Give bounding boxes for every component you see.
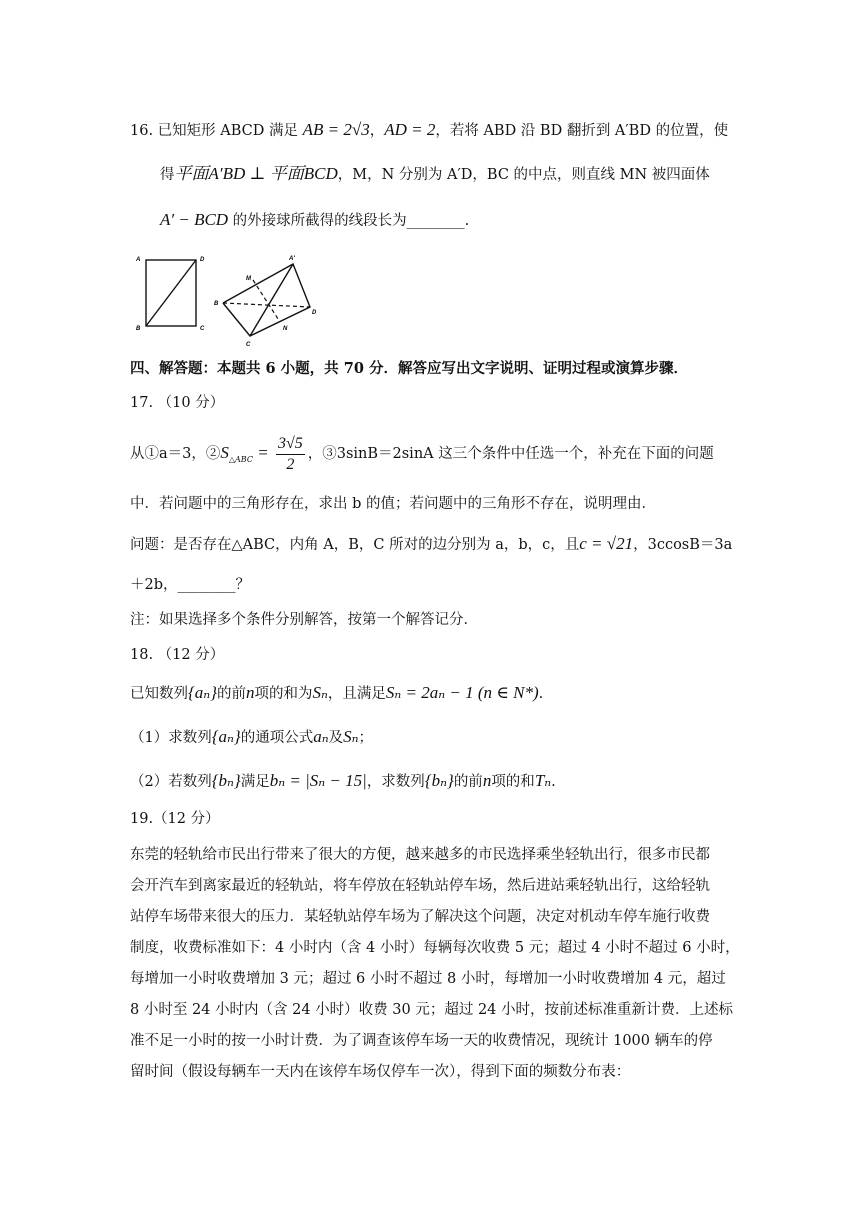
math-bn-formula: bₙ = |Sₙ − 15| bbox=[269, 771, 367, 790]
q19-line: 制度，收费标准如下：4 小时内（含 4 小时）每辆每次收费 5 元；超过 4 小时不超过 6 小时， bbox=[130, 940, 740, 956]
segment-mn bbox=[253, 280, 280, 322]
q17-head: 17. （10 分） bbox=[130, 395, 225, 411]
label-a-prime: A′ bbox=[289, 256, 295, 262]
q19-head: 19.（12 分） bbox=[130, 811, 220, 827]
fraction-3root5-over-2: $\frac{3√5}{2}$ bbox=[277, 434, 303, 473]
q19-line: 每增加一小时收费增加 3 元；超过 6 小时不超过 8 小时，每增加一小时收费增加 4 元，超过 bbox=[130, 971, 726, 987]
q18-head: 18. （12 分） bbox=[130, 647, 225, 663]
math-s-sub: △ABC bbox=[228, 454, 253, 464]
q19-line: 会开汽车到离家最近的轻轨站，将车停放在轻轨站停车场，然后进站乘轻轨出行，这给轻轨 bbox=[130, 878, 710, 894]
math-ad: AD = 2 bbox=[384, 120, 436, 139]
q16-figure bbox=[128, 250, 338, 350]
q19-line: 站停车场带来很大的压力．某轻轨站停车场为了解决这个问题，决定对机动车停车施行收费 bbox=[130, 909, 710, 925]
q17-line-3: 问题：是否存在△ABC，内角 A，B，C 所对的边分别为 a，b，c，且c = √21，3ccosB＝3a bbox=[130, 534, 733, 553]
q17-line-2: 中．若问题中的三角形存在，求出 b 的值；若问题中的三角形不存在，说明理由． bbox=[130, 496, 656, 512]
edge-b-d bbox=[223, 303, 310, 307]
q17-line-4: ＋2b，________？ bbox=[130, 577, 251, 593]
q18-line-1: 已知数列{aₙ}的前n项的和为Sₙ，且满足Sₙ = 2aₙ − 1 (n ∈ N*). bbox=[130, 683, 544, 702]
q16-line-3: A′ − BCD 的外接球所截得的线段长为________. bbox=[160, 210, 470, 229]
label-c: C bbox=[200, 326, 205, 332]
label-d2: D bbox=[312, 310, 317, 316]
q16-line-1: 16. 已知矩形 ABCD 满足 AB = 2√3，AD = 2，若将 ABD 沿 BD 翻折到 A′BD 的位置，使 bbox=[130, 120, 729, 139]
math-s: S bbox=[220, 443, 229, 462]
q17-line-1: 从①a＝3，$②S_{\triangle ABC}$ = $\frac{3√5}{2}$ ，③3sinB＝2sinA 这三个条件中任选一个，补充在下面的问题 bbox=[130, 434, 714, 473]
math-planes: 平面A′BD ⊥ 平面BCD bbox=[174, 164, 338, 183]
q19-line: 准不足一小时的按一小时计费．为了调查该停车场一天的收费情况，现统计 1000 辆车的停 bbox=[130, 1033, 713, 1049]
label-b: B bbox=[136, 326, 141, 332]
diagonal-bd bbox=[146, 260, 196, 326]
label-n: N bbox=[283, 326, 288, 332]
math-ab: AB = 2√3 bbox=[302, 120, 370, 139]
label-a: A bbox=[136, 257, 141, 263]
q19-line: 8 小时至 24 小时内（含 24 小时）收费 30 元；超过 24 小时，按前述标准重新计费．上述标 bbox=[130, 1002, 734, 1018]
math-tetra: A′ − BCD bbox=[160, 210, 229, 229]
q16-line-2: 得平面A′BD ⊥ 平面BCD，M，N 分别为 A′D，BC 的中点，则直线 MN 被四面体 bbox=[160, 164, 710, 183]
label-b2: B bbox=[214, 301, 219, 307]
label-m: M bbox=[246, 276, 251, 282]
math-sn-formula: Sₙ = 2aₙ − 1 (n ∈ N*) bbox=[385, 683, 539, 702]
label-d: D bbox=[200, 257, 205, 263]
q17-note: 注：如果选择多个条件分别解答，按第一个解答记分． bbox=[130, 612, 478, 628]
label-c2: C bbox=[246, 342, 251, 348]
q18-part-1: （1）求数列{aₙ}的通项公式aₙ及Sₙ； bbox=[130, 727, 374, 746]
q19-line: 留时间（假设每辆车一天内在该停车场仅停车一次），得到下面的频数分布表： bbox=[130, 1064, 631, 1080]
section-4-heading: 四、解答题：本题共 6 小题，共 70 分．解答应写出文字说明、证明过程或演算步骤． bbox=[130, 360, 688, 377]
math-c: c = √21 bbox=[579, 534, 634, 553]
q19-line: 东莞的轻轨给市民出行带来了很大的方便，越来越多的市民选择乘坐轻轨出行，很多市民都 bbox=[130, 847, 710, 863]
q18-part-2: （2）若数列{bₙ}满足bₙ = |Sₙ − 15|，求数列{bₙ}的前n项的和Tₙ. bbox=[130, 771, 556, 790]
